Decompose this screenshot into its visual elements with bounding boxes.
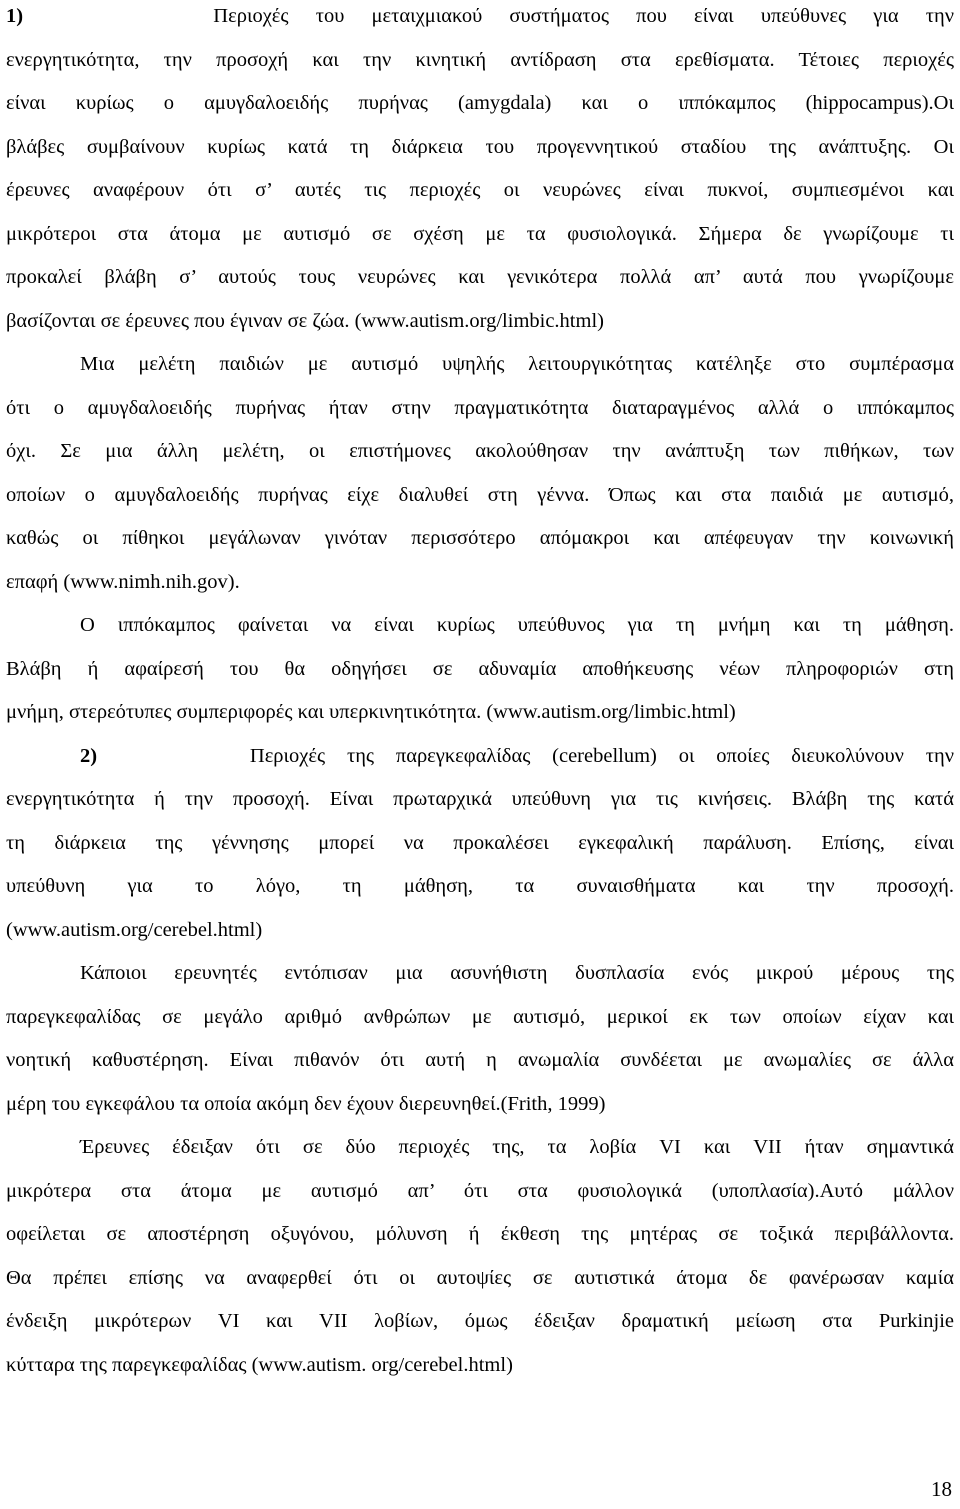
text-line: μικρότερα στα άτομα με αυτισμό απ’ ότι στα φυσιολογικά (υποπλασία).Αυτό μάλλον bbox=[6, 1179, 954, 1202]
list-number: 1) bbox=[6, 5, 24, 27]
text-line: είναι κυρίως ο αμυγδαλοειδής πυρήνας (amygdala) και ο ιππόκαμπος (hippocampus).Οι bbox=[6, 92, 954, 114]
text-line: έρευνες αναφέρουν ότι σ’ αυτές τις περιοχές οι νευρώνες είναι πυκνοί, συμπιεσμένοι και bbox=[6, 179, 954, 201]
text-line: όχι. Σε μια άλλη μελέτη, οι επιστήμονες ακολούθησαν την ανάπτυξη των πιθήκων, των bbox=[6, 440, 954, 462]
text-line: υπεύθυνη για το λόγο, τη μάθηση, τα συναισθήματα και την προσοχή. bbox=[6, 875, 954, 897]
text-line: Μια μελέτη παιδιών με αυτισμό υψηλής λειτουργικότητας κατέληξε στο συμπέρασμα bbox=[80, 353, 954, 375]
text-line: μνήμη, στερεότυπες συμπεριφορές και υπερκινητικότητα. (www.autism.org/limbic.html) bbox=[6, 701, 736, 723]
text-line: μικρότεροι στα άτομα με αυτισμό σε σχέση με τα φυσιολογικά. Σήμερα δε γνωρίζουμε τι bbox=[6, 222, 954, 245]
text-line: νοητική καθυστέρηση. Είναι πιθανόν ότι αυτή η ανωμαλία συνδέεται με ανωμαλίες σε άλλα bbox=[6, 1049, 954, 1071]
text-line: Κάποιοι ερευνητές εντόπισαν μια ασυνήθιστη δυσπλασία ενός μικρού μέρους της bbox=[80, 962, 954, 984]
text-line: 1) Περιοχές του μεταιχμιακού συστήματος που είναι υπεύθυνες για την bbox=[6, 5, 954, 27]
text-line: 2) Περιοχές της παρεγκεφαλίδας (cerebellum) οι οποίες διευκολύνουν την bbox=[80, 744, 954, 767]
text-line: Βλάβη ή αφαίρεσή του θα οδηγήσει σε αδυναμία αποθήκευσης νέων πληροφοριών στη bbox=[6, 657, 954, 680]
text-line: Θα πρέπει επίσης να αναφερθεί ότι οι αυτοψίες σε αυτιστικά άτομα δε φανέρωσαν καμία bbox=[6, 1266, 954, 1289]
text-line: ότι ο αμυγδαλοειδής πυρήνας ήταν στην πραγματικότητα διαταραγμένος αλλά ο ιππόκαμπος bbox=[6, 396, 954, 419]
text-line: καθώς οι πίθηκοι μεγάλωναν γινόταν περισσότερο απόμακροι και απέφευγαν την κοινωνική bbox=[6, 527, 954, 549]
text-line: Έρευνες έδειξαν ότι σε δύο περιοχές της, τα λοβία VI και VII ήταν σημαντικά bbox=[80, 1136, 954, 1158]
page-number: 18 bbox=[931, 1477, 952, 1501]
text-line: Ο ιππόκαμπος φαίνεται να είναι κυρίως υπεύθυνος για τη μνήμη και τη μάθηση. bbox=[80, 614, 954, 636]
list-number: 2) bbox=[80, 744, 98, 767]
text-line: ενεργητικότητα, την προσοχή και την κινητική αντίδραση στα ερεθίσματα. Τέτοιες περιοχές bbox=[6, 48, 954, 71]
text-line: οποίων ο αμυγδαλοειδής πυρήνας είχε διαλυθεί στη γέννα. Όπως και στα παιδιά με αυτισμό, bbox=[6, 483, 954, 506]
text-line: ένδειξη μικρότερων VI και VII λοβίων, όμως έδειξαν δραματική μείωση στα Purkinjie bbox=[6, 1310, 954, 1332]
text-line: βλάβες συμβαίνουν κυρίως κατά τη διάρκεια του προγεννητικού σταδίου της ανάπτυξης. Οι bbox=[6, 135, 954, 158]
text-line: παρεγκεφαλίδας σε μεγάλο αριθμό ανθρώπων με αυτισμό, μερικοί εκ των οποίων είχαν και bbox=[6, 1005, 954, 1028]
text-line: οφείλεται σε αποστέρηση οξυγόνου, μόλυνση ή έκθεση της μητέρας σε τοξικά περιβάλλοντα. bbox=[6, 1223, 954, 1245]
text-line: κύτταρα της παρεγκεφαλίδας (www.autism. org/cerebel.html) bbox=[6, 1353, 513, 1376]
text-line: μέρη του εγκεφάλου τα οποία ακόμη δεν έχουν διερευνηθεί.(Frith, 1999) bbox=[6, 1092, 606, 1115]
body-text bbox=[6, 0, 954, 1387]
text-line: (www.autism.org/cerebel.html) bbox=[6, 918, 263, 941]
text-line: προκαλεί βλάβη σ’ αυτούς τους νευρώνες και γενικότερα πολλά απ’ αυτά που γνωρίζουμε bbox=[6, 266, 954, 288]
text-line: ενεργητικότητα ή την προσοχή. Είναι πρωταρχικά υπεύθυνη για τις κινήσεις. Βλάβη της κατά bbox=[6, 788, 954, 810]
text-line: βασίζονται σε έρευνες που έγιναν σε ζώα. (www.autism.org/limbic.html) bbox=[6, 309, 604, 332]
text-line: τη διάρκεια της γέννησης μπορεί να προκαλέσει εγκεφαλική παράλυση. Επίσης, είναι bbox=[6, 831, 954, 854]
text-line: επαφή (www.nimh.nih.gov). bbox=[6, 570, 240, 593]
